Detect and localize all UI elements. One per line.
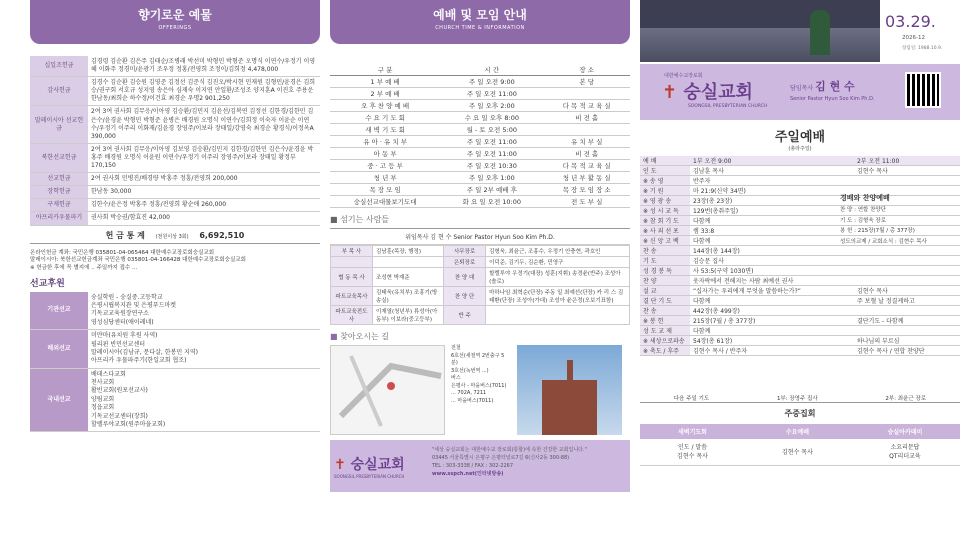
mission-list <box>88 330 320 369</box>
service-order-table <box>640 156 960 356</box>
next-week-prayer <box>640 394 960 403</box>
service-second <box>854 256 960 266</box>
footer-website[interactable]: www.sspch.net(인터넷방송) <box>432 471 504 477</box>
service-second: 김현수 목사 / 연합 찬양단 <box>854 346 960 356</box>
schedule-cell: 화 요 일 오전 10:00 <box>440 196 543 208</box>
schedule-cell: 주 일 오전 11:00 <box>440 136 543 148</box>
praise-service-line: 성도의교제 / 교회소식 : 김현수 목사 <box>840 238 927 245</box>
servant-row <box>331 268 630 287</box>
servant-role: 협 동 목 사 <box>331 268 373 287</box>
servant-role: 사무장로 <box>444 246 486 257</box>
servants-table <box>330 245 630 325</box>
transit-info <box>451 345 511 435</box>
qr-code-icon[interactable] <box>905 72 941 108</box>
service-second <box>854 276 960 286</box>
praise-service-info <box>840 192 950 247</box>
transit-line: ... 마을버스(7011) <box>451 397 494 404</box>
schedule-cell: 주 일 오전 10:30 <box>440 160 543 172</box>
offering-row <box>30 173 320 186</box>
mission-item: 미얀마(유치원 후원 사역) <box>91 332 158 340</box>
service-item: 찬 송 <box>640 306 690 316</box>
schedule-cell <box>543 88 630 100</box>
mission-item: 천사교회 <box>91 379 115 387</box>
service-item: ※ 봉 헌 <box>640 316 690 326</box>
service-second <box>854 306 960 316</box>
offering-names: 권사회 박승권/함효진 42,000 <box>88 212 320 225</box>
service-row <box>640 266 960 276</box>
account-line: 온라인헌금 계좌: 국민은행 035801-04-065464 대한예수교장로회숭실교회 <box>30 249 215 256</box>
total-label: 헌 금 통 계 <box>105 230 145 240</box>
service-item: 인 도 <box>640 166 690 176</box>
service-second: 김현수 목사 <box>854 286 960 296</box>
transit-line: 버스 <box>451 375 461 381</box>
schedule-cell: 2 부 예 배 <box>330 88 440 100</box>
service-row <box>640 276 960 286</box>
map-title: 찾아오시는 길 <box>340 332 390 341</box>
schedule-cell: 수 요 기 도 회 <box>330 112 440 124</box>
midweek-value: 김현수 목사 <box>677 453 708 460</box>
servant-role: 부 목 사 <box>331 246 373 257</box>
bulletin-number: 2026-12 <box>902 35 925 41</box>
schedule-cell: 수 요 일 오후 8:00 <box>440 112 543 124</box>
account-info <box>30 250 320 273</box>
schedule-cell: 중 · 고 등 부 <box>330 160 440 172</box>
service-first: “십자가는 우리에게 무엇을 말씀하는가?” <box>690 286 854 296</box>
servants-title: 섬기는 사람들 <box>340 215 390 224</box>
service-row <box>640 316 960 326</box>
schedule-row <box>330 160 630 172</box>
offering-row <box>30 186 320 199</box>
offering-names: 김한수/윤은정 박홍주 정흥/전영희 황순애 260,000 <box>88 199 320 212</box>
footer-church-name: 숭실교회 <box>350 457 405 473</box>
mission-item: 아프리카 우물파주기(한일교회 협조) <box>91 357 187 365</box>
service-item: 성 도 교 제 <box>640 326 690 336</box>
next-week-item: 2부: 최윤근 장로 <box>885 396 927 402</box>
denomination-label: 대한예수교장로회 <box>664 73 703 79</box>
schedule-row <box>330 88 630 100</box>
servant-role <box>331 257 373 268</box>
service-second: 하나님의 부르심 <box>854 336 960 346</box>
service-row <box>640 286 960 296</box>
offering-row <box>30 143 320 172</box>
schedule-row <box>330 148 630 160</box>
service-col-header: 2부 오전 11:00 <box>854 156 960 166</box>
mission-category: 해외선교 <box>30 330 88 369</box>
congregation-photo <box>640 0 880 62</box>
footer-banner <box>330 440 630 492</box>
servant-names: 김형욱, 최윤근, 조홍수, 우정기 안충현, 곽호인 <box>486 246 630 257</box>
schedule-cell: 다 목 적 교 육 실 <box>543 160 630 172</box>
midweek-table <box>640 424 960 466</box>
praise-service-line: 찬 양 : 연합 찬양단 <box>840 207 887 214</box>
praise-service-line: 봉 헌 : 215장(7월 / 총 377장) <box>840 228 915 235</box>
offerings-title: 향기로운 예물 <box>138 8 212 22</box>
footer-church-en: SOONGSIL PRESBYTERIAN CHURCH <box>334 474 405 479</box>
offering-names: 2여 권사회 민병진/배경량 박홍주 정흥/전영희 200,000 <box>88 173 320 186</box>
service-heading <box>640 126 960 152</box>
service-first: 215장(7월 / 총 377장) <box>690 316 854 326</box>
service-first: 129번(총취주일) <box>690 206 854 216</box>
service-item: 기 도 <box>640 256 690 266</box>
service-first: 웃자락에서 전해지는 사람 최예선 권사 <box>690 276 854 286</box>
offering-category: 말레이시아 선교헌금 <box>30 106 88 143</box>
midweek-col-header: 숭실아카데미 <box>850 424 960 439</box>
servant-role: 파트교육목사 <box>331 287 373 306</box>
schedule-row <box>330 112 630 124</box>
schedule-row <box>330 100 630 112</box>
service-first: 김남훈 목사 <box>690 166 854 176</box>
schedule-cell: 청 년 부 활 동 실 <box>543 172 630 184</box>
transit-line: ... 702A, 7211 <box>451 390 487 396</box>
service-first: 442장(총 499장) <box>690 306 854 316</box>
church-photo <box>517 345 622 435</box>
schedule-cell: 주 일 오전 9:00 <box>440 76 543 88</box>
midweek-value: 인도 / 말씀 <box>677 444 707 451</box>
service-second: 김현수 목사 <box>854 166 960 176</box>
mission-item: 베데스다교회 <box>91 370 126 378</box>
offerings-table <box>30 56 320 226</box>
schedule-cell: 오 후 찬 양 예 배 <box>330 100 440 112</box>
account-line-2: 말레이시아: 북한선교헌금계좌 국민은행 035801-04-166428 대한예수교장로회숭실교회 <box>30 257 246 264</box>
service-item: ※ 기 원 <box>640 186 690 196</box>
mission-item: 영성심당센터(애이레네) <box>91 318 154 326</box>
service-item: 찬 양 <box>640 276 690 286</box>
servant-row <box>331 306 630 325</box>
servant-role: 찬 양 단 <box>444 287 486 306</box>
offering-row <box>30 56 320 77</box>
service-item: 설 교 <box>640 286 690 296</box>
schedule-header: 장 소 <box>543 64 630 76</box>
offering-names: 김경수 김순환 김승원 김영준 김정선 김준식 김진오/박시현 민재원 김형민/윤경은 김희승/권구회 서호규 성지영 송은아 심재숙 이지연 안일환/조성조 양지훈A 이진호 주용운 한남동/최희순 하수정/이건효 최경순 우명2 901,250 <box>88 77 320 106</box>
service-col-header: 1부 오전 9:00 <box>690 156 854 166</box>
midweek-value: 소요리문답 <box>890 444 920 451</box>
offering-row <box>30 212 320 225</box>
servant-names: 할렐루야 우정기(대장) 성훈(지휘) 송경윤(반주) 조성아(솔로) <box>486 268 630 287</box>
cross-logo-icon: ✝ <box>662 82 678 103</box>
servant-row <box>331 287 630 306</box>
service-second: 결단기도 - 다함께 <box>854 316 960 326</box>
schedule-cell <box>543 124 630 136</box>
schedule-header: 시 간 <box>440 64 543 76</box>
mission-item: 은평시립복지관 및 은평푸드마켓 <box>91 301 176 309</box>
worship-schedule-table <box>330 64 630 208</box>
midweek-cell <box>850 439 960 466</box>
schedule-header: 구 분 <box>330 64 440 76</box>
service-row <box>640 326 960 336</box>
church-en-name: SOONGSIL PRESBYTERIAN CHURCH <box>688 104 768 109</box>
schedule-cell: 월 - 토 오전 5:00 <box>440 124 543 136</box>
servants-section-title: ■ 섬기는 사람들 <box>330 215 390 224</box>
schedule-cell: 비 전 홀 <box>543 148 630 160</box>
service-item: ※ 축도 / 후주 <box>640 346 690 356</box>
worship-info-panel <box>330 0 630 540</box>
schedule-cell: 본 당 <box>543 76 630 88</box>
founding-date: 창립일: 1988.10.9. <box>902 46 943 51</box>
cover-panel <box>640 0 960 540</box>
mission-title: 선교후원 <box>30 278 65 289</box>
schedule-cell: 새 벽 기 도 회 <box>330 124 440 136</box>
offering-row <box>30 106 320 143</box>
schedule-cell: 주 일 2부 예배 후 <box>440 184 543 196</box>
service-first: 144장(총 144장) <box>690 246 854 256</box>
map-drawing <box>331 346 444 434</box>
servant-names: 마하나임 최혁순(단장) 주동 일 최예선(단장) 카 리 스 김태환(단장) 조성아(가대) 조성아 윤은정(오보기표함) <box>486 287 630 306</box>
service-first: 김승문 집사 <box>690 256 854 266</box>
midweek-value: QT리더교육 <box>889 453 921 460</box>
service-second <box>854 326 960 336</box>
offering-category: 감사헌금 <box>30 77 88 106</box>
service-item: ※ 영 광 송 <box>640 196 690 206</box>
service-second <box>854 266 960 276</box>
service-first: 렘 33:8 <box>690 226 854 236</box>
footer-tel: TEL : 303-3338 / FAX : 302-2267 <box>432 463 513 469</box>
service-first: 다함께 <box>690 236 854 246</box>
schedule-cell: 주 일 오전 11:00 <box>440 148 543 160</box>
schedule-row <box>330 76 630 88</box>
church-banner <box>640 64 960 120</box>
schedule-cell: 아 동 부 <box>330 148 440 160</box>
service-subtitle: (총라주일) <box>788 146 812 152</box>
schedule-cell: 비 전 홀 <box>543 112 630 124</box>
service-second: 주 보혈 날 정결케하고 <box>854 296 960 306</box>
schedule-cell: 청 년 부 <box>330 172 440 184</box>
offering-row <box>30 77 320 106</box>
servant-role: 찬 양 대 <box>444 268 486 287</box>
mission-table <box>30 292 320 433</box>
schedule-cell: 1 부 예 배 <box>330 76 440 88</box>
schedule-cell: 숭실선교대물보기도대 <box>330 196 440 208</box>
worship-info-header <box>330 0 630 44</box>
schedule-cell: 목 장 모 임 장 소 <box>543 184 630 196</box>
map-area <box>330 345 630 435</box>
service-first: 마 21:9(신약 34면) <box>690 186 854 196</box>
service-item: ※ 송 영 <box>640 176 690 186</box>
pastor-name: 김 현 수 <box>815 80 855 93</box>
next-week-item: 다음 주일 기도 <box>673 396 710 402</box>
footer-logo <box>334 454 405 474</box>
midweek-cell <box>745 439 850 466</box>
service-first: 다함께 <box>690 326 854 336</box>
schedule-cell: 유 치 부 실 <box>543 136 630 148</box>
service-item: ※ 신 앙 고 백 <box>640 236 690 246</box>
pastor-en: Senior Pastor Hyun Soo Kim Ph.D. <box>790 96 875 102</box>
midweek-value: 김현수 목사 <box>781 448 813 456</box>
senior-pastor-line: 위임목사 김 현 수 Senior Pastor Hyun Soo Kim Ph.D. <box>330 228 630 245</box>
total-value: 6,692,510 <box>199 230 245 240</box>
service-first: 54장(총 61장) <box>690 336 854 346</box>
church-logo <box>662 78 753 104</box>
account-line-3: ※ 헌금한 후에 꼭 별지에 ‥ 주일까지 접수 … <box>30 264 138 271</box>
next-week-item: 1부: 장영주 집사 <box>776 396 818 402</box>
service-first: 23장(총 23장) <box>690 196 854 206</box>
offering-category: 아프리카우물파기 <box>30 212 88 225</box>
service-col-header: 예 배 <box>640 156 690 166</box>
schedule-cell: 유 아 · 유 치 부 <box>330 136 440 148</box>
service-row <box>640 336 960 346</box>
mission-row <box>30 292 320 330</box>
schedule-cell: 목 장 모 임 <box>330 184 440 196</box>
service-first: 김현수 목사 / 반주자 <box>690 346 854 356</box>
offerings-subtitle: OFFERINGS <box>158 25 192 31</box>
footer-quote: "세상 숭실교회는 대한예수교 장로회(통합)에 속한 건강한 교회입니다." <box>432 447 587 453</box>
offering-row <box>30 199 320 212</box>
service-row <box>640 306 960 316</box>
service-first: 다함께 <box>690 296 854 306</box>
footer-contact <box>432 446 630 478</box>
schedule-cell: 주 일 오후 1:00 <box>440 172 543 184</box>
mission-list <box>88 292 320 330</box>
servant-role: 파트교육전도사 <box>331 306 373 325</box>
midweek-col-header: 새벽기도회 <box>640 424 745 439</box>
mission-row <box>30 330 320 369</box>
service-row <box>640 346 960 356</box>
church-name: 숭실교회 <box>683 82 753 103</box>
schedule-cell: 전 도 부 실 <box>543 196 630 208</box>
service-first: 다함께 <box>690 216 854 226</box>
servant-role: 반 주 <box>444 306 486 325</box>
offering-category: 선교헌금 <box>30 173 88 186</box>
midweek-cell <box>640 439 745 466</box>
mission-item: 할렐루야교회(원주마을교회) <box>91 421 166 429</box>
location-map[interactable] <box>330 345 445 435</box>
cross-icon: ✝ <box>334 457 346 473</box>
mission-item: 활빈교회(원포선교사) <box>91 387 148 395</box>
mission-item: 기독교교육원장연구소 <box>91 310 149 318</box>
total-note: (천원이상 3회) <box>155 233 189 240</box>
pastor-role: 담임목사 <box>790 85 814 92</box>
service-first: 사 53:5(구약 1030면) <box>690 266 854 276</box>
offerings-panel <box>30 0 320 540</box>
bulletin-date: 03.29. <box>885 12 936 31</box>
mission-row <box>30 368 320 432</box>
service-item: ※ 성 시 교 독 <box>640 206 690 216</box>
transit-line: 3호선(녹번역 ...) <box>451 367 489 374</box>
service-row <box>640 166 960 176</box>
offering-names: 김경령 김순환 김은주 김태순/조병래 박선미 박형민 박형준 오명식 이연수/우정기 이영혜 이화주 정경미/윤광기 조우정 정홍/전영희 조정이/김희정 4,478,000 <box>88 56 320 77</box>
transit-line: 은평사 - 마을버스(7011) <box>451 382 507 389</box>
service-item: 성 경 봉 독 <box>640 266 690 276</box>
schedule-row <box>330 184 630 196</box>
offering-total <box>30 230 320 244</box>
pastor-block <box>790 78 875 102</box>
servant-role: 은퇴장로 <box>444 257 486 268</box>
offering-category: 십일조헌금 <box>30 56 88 77</box>
mission-item: 양림교회 <box>91 395 115 403</box>
servant-row <box>331 257 630 268</box>
transit-line: 6호선(새절역 2번출구 5분) <box>451 352 505 366</box>
servant-row <box>331 246 630 257</box>
service-title: 주일예배 <box>774 130 826 145</box>
offering-category: 장학헌금 <box>30 186 88 199</box>
service-first: 반주자 <box>690 176 854 186</box>
servant-names: 이재열(청년부) 류성아(아동부) 이보라(중고등부) <box>373 306 444 325</box>
service-row <box>640 256 960 266</box>
worship-info-title: 예배 및 모임 안내 <box>433 8 527 22</box>
service-item: 결 단 기 도 <box>640 296 690 306</box>
mission-item: 기독교선교센터(장희) <box>91 412 148 420</box>
mission-item: 말레이시아(김남규, 문다살, 한봉민 지역) <box>91 348 198 356</box>
mission-item: 필리핀 빈민선교센터 <box>91 340 146 348</box>
offering-category: 북한선교헌금 <box>30 143 88 172</box>
service-item: ※ 참 회 기 도 <box>640 216 690 226</box>
service-item: 찬 송 <box>640 246 690 256</box>
midweek-title: 주중집회 <box>784 409 816 418</box>
servant-names: 김남훈(목장, 행정) <box>373 246 444 257</box>
schedule-row <box>330 172 630 184</box>
servant-names <box>486 306 630 325</box>
offering-category: 구제헌금 <box>30 199 88 212</box>
offerings-header <box>30 0 320 44</box>
schedule-row <box>330 124 630 136</box>
service-item: ※ 사 죄 선 포 <box>640 226 690 236</box>
praise-service-line: 기 도 : 김형욱 장로 <box>840 217 887 224</box>
offering-names: 2여 3여 권사회 김무응/이아영 김보영 김승환/김민지 김한경/김한민 김은수/윤경윤 박홍주 배경원 오명식 이윤원 이연수/우정기 이주리 장영주/이보라 장태일 황정부 170,150 <box>88 143 320 172</box>
schedule-cell: 주 일 오전 11:00 <box>440 88 543 100</box>
servant-names <box>373 257 444 268</box>
worship-info-subtitle: CHURCH TIME & INFORMATION <box>435 25 525 31</box>
schedule-row <box>330 196 630 208</box>
mission-category: 기관선교 <box>30 292 88 330</box>
praise-service-title: 경배와 찬양예배 <box>840 194 890 202</box>
schedule-cell: 주 일 오후 2:00 <box>440 100 543 112</box>
transit-line: 전철 <box>451 345 461 351</box>
servant-names: 김태욱(유치부) 조흥기(방송실) <box>373 287 444 306</box>
mission-category: 국내선교 <box>30 368 88 432</box>
map-section-title: ■ 찾아오시는 길 <box>330 332 390 341</box>
service-row <box>640 296 960 306</box>
mission-item: 숭실학원 - 숭실중.고등학교 <box>91 293 163 301</box>
offering-names: 한남동 30,000 <box>88 186 320 199</box>
mission-list <box>88 368 320 432</box>
footer-address: 03445 서울특별시 은평구 은평터널로7길 6(신사2동 300-88) <box>432 455 570 461</box>
servant-names: 조성현 박재준 <box>373 268 444 287</box>
mission-item: 정읍교회 <box>91 404 115 412</box>
schedule-cell: 다 목 적 교 육 실 <box>543 100 630 112</box>
offering-names: 2여 3여 권사회 김무응/이아영 김승환/김민지 김윤선/김복연 김정선 김한경/김한민 김은수/윤경윤 박형민 박형준 윤병은 배경원 오명식 이연수/김희정 이숙자 이윤순 이연수/우정기 이주리 이화재/김윤경 장영주/이보라 장태일/강영숙 최경순 황경식/이정옥A 390,000 <box>88 106 320 143</box>
servant-names: 이덕준, 김기두, 김순환, 민영구 <box>486 257 630 268</box>
service-row <box>640 176 960 186</box>
midweek-col-header: 수요예배 <box>745 424 850 439</box>
schedule-row <box>330 136 630 148</box>
service-second <box>854 176 960 186</box>
service-item: ※ 세상으로파송 <box>640 336 690 346</box>
